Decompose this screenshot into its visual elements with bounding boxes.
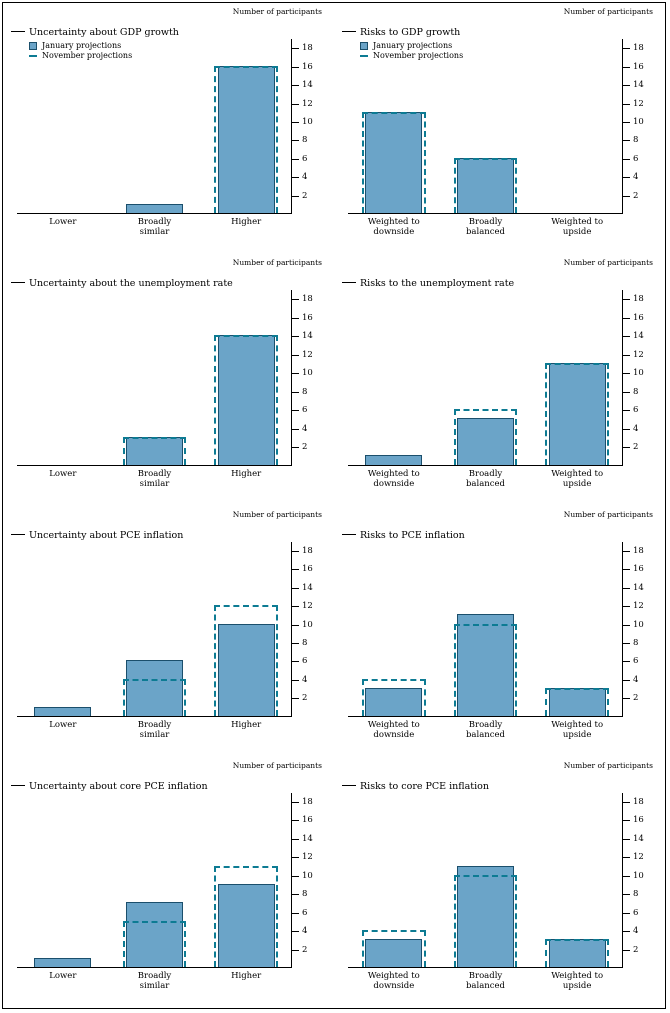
y-tick — [623, 876, 630, 877]
y-axis — [622, 290, 623, 465]
panel-title — [342, 278, 514, 289]
y-tick — [623, 950, 630, 951]
x-category-label-line: downside — [373, 729, 415, 740]
y-axis — [291, 39, 292, 214]
legend-label-january: January projections — [373, 41, 453, 50]
bar-november-outline — [545, 939, 608, 967]
x-category-label-line: Weighted to — [551, 719, 604, 730]
y-tick — [623, 551, 630, 552]
y-tick — [623, 299, 630, 300]
x-category-label — [466, 720, 505, 740]
y-tick — [623, 177, 630, 178]
x-category-label-line: Broadly — [468, 719, 503, 730]
x-axis — [348, 716, 623, 717]
y-tick — [292, 447, 299, 448]
y-tick-label: 2 — [302, 442, 308, 453]
plot-area — [348, 542, 644, 740]
title-rule-icon — [342, 534, 356, 535]
y-tick — [292, 698, 299, 699]
y-tick — [292, 894, 299, 895]
bar-november-outline — [454, 624, 517, 716]
units-label: Number of participants — [563, 7, 653, 16]
x-category-label-line: Lower — [49, 719, 77, 730]
y-tick-label: 18 — [302, 545, 313, 556]
bar-november-outline — [454, 875, 517, 967]
x-category-label-line: Higher — [231, 468, 262, 479]
bar-january — [34, 707, 91, 716]
y-tick — [623, 85, 630, 86]
x-category-label — [49, 971, 76, 981]
y-tick — [292, 625, 299, 626]
y-tick-label: 14 — [633, 331, 644, 342]
y-tick — [623, 569, 630, 570]
x-category-label-line: Weighted to — [367, 719, 420, 730]
bar-november-outline — [362, 930, 425, 967]
y-tick — [623, 661, 630, 662]
x-category-label — [368, 217, 420, 237]
x-category-label-line: Broadly — [468, 468, 503, 479]
bar-january — [126, 204, 183, 213]
y-tick — [292, 950, 299, 951]
y-tick-label: 18 — [633, 294, 644, 305]
units-label: Number of participants — [232, 760, 322, 770]
bar-january — [34, 958, 91, 967]
x-category-label-line: Broadly — [137, 468, 172, 479]
y-tick — [292, 48, 299, 49]
y-tick-label: 6 — [302, 153, 308, 164]
y-tick — [292, 876, 299, 877]
y-axis — [622, 793, 623, 968]
y-axis — [622, 542, 623, 717]
x-category-label — [231, 720, 261, 730]
y-tick-label: 12 — [633, 601, 644, 612]
y-tick — [292, 392, 299, 393]
plot-area — [348, 793, 644, 991]
y-tick-label: 8 — [633, 637, 639, 648]
panel-title — [342, 530, 465, 541]
y-tick-label: 4 — [302, 674, 308, 685]
x-category-label-line: upside — [562, 227, 592, 238]
y-tick-label: 8 — [302, 889, 308, 900]
y-tick — [292, 410, 299, 411]
y-tick-label: 18 — [633, 43, 644, 54]
y-tick-label: 6 — [302, 405, 308, 416]
y-tick — [292, 588, 299, 589]
y-tick-label: 6 — [633, 907, 639, 918]
bar-november-outline — [214, 866, 277, 967]
y-tick-label: 12 — [302, 601, 313, 612]
y-tick-label: 10 — [633, 368, 644, 379]
y-tick — [623, 698, 630, 699]
y-tick — [292, 551, 299, 552]
chart-panel — [3, 254, 334, 505]
bar-january — [365, 455, 422, 464]
y-tick-label: 6 — [302, 656, 308, 667]
y-tick — [623, 625, 630, 626]
x-category-label-line: downside — [373, 227, 415, 238]
y-tick-label: 16 — [302, 815, 313, 826]
x-category-label-line: Higher — [231, 217, 262, 228]
plot-area — [348, 39, 644, 238]
chart-panel — [334, 254, 665, 505]
y-tick — [292, 429, 299, 430]
bar-november-outline — [545, 363, 608, 464]
y-tick-label: 12 — [633, 98, 644, 109]
title-rule-icon — [11, 534, 25, 535]
x-category-label-line: upside — [562, 981, 592, 991]
y-tick — [292, 177, 299, 178]
bar-november-outline — [362, 112, 425, 213]
panel-title-text: Risks to GDP growth — [360, 27, 461, 38]
x-category-label-line: downside — [373, 478, 415, 489]
y-tick — [623, 336, 630, 337]
y-tick-label: 18 — [302, 294, 313, 305]
y-tick — [292, 913, 299, 914]
x-category-label — [368, 720, 420, 740]
y-tick-label: 14 — [633, 833, 644, 844]
chart-panel — [334, 757, 665, 1008]
x-category-label-line: Broadly — [137, 719, 172, 730]
y-tick-label: 16 — [302, 312, 313, 323]
x-category-label — [138, 720, 171, 740]
x-category-label-line: upside — [562, 478, 592, 489]
x-category-label-line: Weighted to — [367, 468, 420, 479]
panel-title-text: Uncertainty about the unemployment rate — [29, 278, 233, 290]
x-category-label-line: balanced — [465, 227, 506, 238]
y-tick — [623, 820, 630, 821]
y-tick — [292, 104, 299, 105]
y-tick — [292, 299, 299, 300]
y-tick — [623, 857, 630, 858]
bar-november-outline — [123, 921, 186, 967]
y-tick-label: 8 — [633, 135, 639, 146]
plot-area — [17, 39, 313, 238]
x-category-label — [138, 971, 171, 991]
title-rule-icon — [342, 785, 356, 786]
y-tick-label: 18 — [633, 796, 644, 807]
x-category-label-line: balanced — [465, 478, 506, 489]
panel-title-text: Risks to PCE inflation — [360, 529, 465, 541]
y-tick-label: 10 — [302, 870, 313, 881]
y-tick-label: 2 — [633, 693, 639, 704]
chart-panel — [334, 3, 665, 254]
x-category-label — [466, 971, 505, 991]
y-tick-label: 8 — [302, 386, 308, 397]
panel-title-text: Risks to core PCE inflation — [360, 780, 489, 792]
y-tick-label: 4 — [633, 926, 639, 937]
bar-november-outline — [362, 679, 425, 716]
panel-title — [11, 278, 233, 289]
y-tick-label: 16 — [633, 312, 644, 323]
bar-november-outline — [454, 158, 517, 213]
x-axis — [17, 967, 292, 968]
y-tick-label: 6 — [633, 656, 639, 667]
panel-title — [342, 27, 460, 38]
y-tick-label: 14 — [302, 582, 313, 593]
chart-panel — [334, 506, 665, 757]
bar-november-outline — [123, 679, 186, 716]
panel-title — [11, 781, 208, 792]
y-tick — [292, 839, 299, 840]
y-tick-label: 4 — [302, 926, 308, 937]
plot-area — [348, 290, 644, 489]
y-axis — [622, 39, 623, 214]
panel-title-text: Uncertainty about PCE inflation — [29, 529, 184, 541]
title-rule-icon — [342, 282, 356, 283]
y-tick-label: 10 — [302, 368, 313, 379]
y-tick — [292, 680, 299, 681]
y-tick — [623, 894, 630, 895]
y-tick-label: 8 — [633, 889, 639, 900]
units-label: Number of participants — [563, 258, 653, 268]
y-tick-label: 2 — [302, 190, 308, 201]
y-tick — [623, 931, 630, 932]
y-tick — [292, 196, 299, 197]
y-tick — [623, 606, 630, 607]
y-tick-label: 18 — [633, 545, 644, 556]
x-category-label-line: similar — [139, 478, 170, 489]
title-rule-icon — [11, 31, 25, 32]
x-category-label-line: Weighted to — [367, 971, 420, 981]
y-tick-label: 18 — [302, 43, 313, 54]
x-category-label — [138, 217, 171, 237]
y-tick — [623, 355, 630, 356]
y-tick-label: 4 — [302, 423, 308, 434]
units-label: Number of participants — [563, 509, 653, 519]
y-tick-label: 2 — [302, 693, 308, 704]
x-category-label — [138, 469, 171, 489]
units-label: Number of participants — [563, 760, 653, 770]
y-tick — [292, 85, 299, 86]
panel-title — [11, 530, 183, 541]
x-category-label — [551, 217, 603, 237]
y-tick-label: 12 — [633, 349, 644, 360]
y-tick-label: 10 — [633, 117, 644, 127]
y-tick — [623, 159, 630, 160]
y-tick — [292, 606, 299, 607]
y-tick — [292, 802, 299, 803]
y-tick — [623, 140, 630, 141]
y-tick — [292, 569, 299, 570]
units-label: Number of participants — [232, 258, 322, 268]
x-axis — [17, 716, 292, 717]
y-tick — [623, 48, 630, 49]
y-tick — [623, 447, 630, 448]
y-tick-label: 8 — [302, 135, 308, 146]
y-tick-label: 14 — [633, 80, 644, 91]
x-axis — [17, 465, 292, 466]
x-category-label — [466, 217, 505, 237]
x-axis — [348, 465, 623, 466]
y-tick-label: 10 — [633, 619, 644, 630]
y-tick — [292, 643, 299, 644]
y-tick — [623, 122, 630, 123]
chart-panel — [3, 3, 334, 254]
title-rule-icon — [11, 785, 25, 786]
title-rule-icon — [342, 31, 356, 32]
bar-november-outline — [454, 409, 517, 464]
x-category-label-line: Weighted to — [551, 971, 604, 981]
legend-label-november: November projections — [373, 51, 464, 60]
y-axis — [291, 542, 292, 717]
bar-november-outline — [123, 437, 186, 465]
y-axis — [291, 793, 292, 968]
x-axis — [17, 213, 292, 214]
y-tick — [623, 373, 630, 374]
x-category-label-line: similar — [139, 729, 170, 740]
y-tick-label: 10 — [302, 619, 313, 630]
x-category-label-line: Broadly — [468, 217, 503, 228]
x-category-label-line: Lower — [49, 468, 77, 479]
y-tick-label: 14 — [302, 833, 313, 844]
y-tick — [292, 336, 299, 337]
panel-grid — [3, 3, 665, 1008]
y-tick-label: 14 — [633, 582, 644, 593]
x-category-label-line: Weighted to — [551, 217, 604, 228]
y-tick — [623, 410, 630, 411]
x-category-label — [551, 971, 603, 991]
y-tick — [623, 839, 630, 840]
y-tick-label: 12 — [633, 852, 644, 863]
x-category-label-line: similar — [139, 981, 170, 991]
panel-title-text: Uncertainty about GDP growth — [29, 27, 179, 38]
plot-area — [17, 290, 313, 489]
x-category-label — [551, 469, 603, 489]
y-tick-label: 16 — [302, 564, 313, 575]
x-category-label-line: Broadly — [468, 971, 503, 981]
y-tick — [292, 931, 299, 932]
y-tick-label: 10 — [633, 870, 644, 881]
y-tick — [623, 104, 630, 105]
y-tick — [623, 429, 630, 430]
y-tick-label: 2 — [633, 442, 639, 453]
x-category-label-line: Lower — [49, 971, 77, 981]
x-axis — [348, 213, 623, 214]
y-tick — [623, 196, 630, 197]
y-tick-label: 14 — [302, 331, 313, 342]
y-tick-label: 4 — [633, 674, 639, 685]
y-tick — [623, 802, 630, 803]
y-tick — [623, 67, 630, 68]
y-tick — [292, 122, 299, 123]
panel-title — [11, 27, 179, 38]
panel-title — [342, 781, 489, 792]
chart-panel — [3, 757, 334, 1008]
x-axis — [348, 967, 623, 968]
y-tick — [623, 392, 630, 393]
x-category-label-line: Higher — [231, 971, 262, 981]
x-category-label-line: Weighted to — [551, 468, 604, 479]
y-tick — [623, 680, 630, 681]
y-tick — [292, 355, 299, 356]
y-tick-label: 16 — [633, 61, 644, 72]
x-category-label — [368, 469, 420, 489]
y-tick-label: 6 — [633, 405, 639, 416]
y-tick — [292, 318, 299, 319]
y-tick-label: 12 — [302, 98, 313, 109]
chart-panel — [3, 506, 334, 757]
y-tick — [292, 661, 299, 662]
y-tick-label: 2 — [633, 190, 639, 201]
y-tick — [623, 588, 630, 589]
y-tick-label: 16 — [633, 564, 644, 575]
legend-label-november: November projections — [42, 51, 133, 60]
y-tick — [623, 643, 630, 644]
y-tick-label: 6 — [633, 153, 639, 164]
y-tick-label: 8 — [302, 637, 308, 648]
x-category-label — [49, 720, 76, 730]
y-tick — [623, 913, 630, 914]
y-axis — [291, 290, 292, 465]
y-tick-label: 18 — [302, 796, 313, 807]
y-tick-label: 12 — [302, 349, 313, 360]
units-label: Number of participants — [232, 7, 322, 16]
x-category-label-line: downside — [373, 981, 415, 991]
x-category-label-line: Broadly — [137, 217, 172, 228]
y-tick-label: 16 — [633, 815, 644, 826]
x-category-label-line: Higher — [231, 719, 262, 730]
figure-frame — [2, 2, 666, 1009]
y-tick-label: 4 — [633, 172, 639, 183]
x-category-label-line: similar — [139, 227, 170, 238]
y-tick — [292, 159, 299, 160]
x-category-label — [368, 971, 420, 991]
plot-area — [17, 542, 313, 740]
y-tick-label: 2 — [302, 944, 308, 955]
y-tick — [292, 140, 299, 141]
units-label: Number of participants — [232, 509, 322, 519]
y-tick-label: 16 — [302, 61, 313, 72]
y-tick — [292, 67, 299, 68]
plot-area — [17, 793, 313, 991]
y-tick-label: 4 — [633, 423, 639, 434]
panel-title-text: Risks to the unemployment rate — [360, 278, 515, 290]
y-tick-label: 4 — [302, 172, 308, 183]
y-tick-label: 12 — [302, 852, 313, 863]
x-category-label — [466, 469, 505, 489]
x-category-label-line: upside — [562, 729, 592, 740]
bar-november-outline — [214, 605, 277, 716]
y-tick — [292, 857, 299, 858]
y-tick-label: 8 — [633, 386, 639, 397]
x-category-label — [551, 720, 603, 740]
x-category-label — [49, 469, 76, 479]
x-category-label — [231, 971, 261, 981]
x-category-label-line: balanced — [465, 729, 506, 740]
x-category-label — [231, 469, 261, 479]
y-tick — [292, 820, 299, 821]
bar-november-outline — [214, 66, 277, 214]
x-category-label-line: Lower — [49, 217, 77, 228]
x-category-label — [49, 217, 76, 227]
panel-title-text: Uncertainty about core PCE inflation — [29, 780, 208, 792]
y-tick-label: 2 — [633, 944, 639, 955]
y-tick — [292, 373, 299, 374]
x-category-label-line: Broadly — [137, 971, 172, 981]
x-category-label-line: balanced — [465, 981, 506, 991]
y-tick-label: 10 — [302, 117, 313, 127]
x-category-label-line: Weighted to — [367, 217, 420, 228]
bar-november-outline — [214, 335, 277, 464]
bar-november-outline — [545, 688, 608, 716]
title-rule-icon — [11, 282, 25, 283]
y-tick — [623, 318, 630, 319]
y-tick-label: 14 — [302, 80, 313, 91]
legend-label-january: January projections — [42, 41, 122, 50]
y-tick-label: 6 — [302, 907, 308, 918]
x-category-label — [231, 217, 261, 227]
